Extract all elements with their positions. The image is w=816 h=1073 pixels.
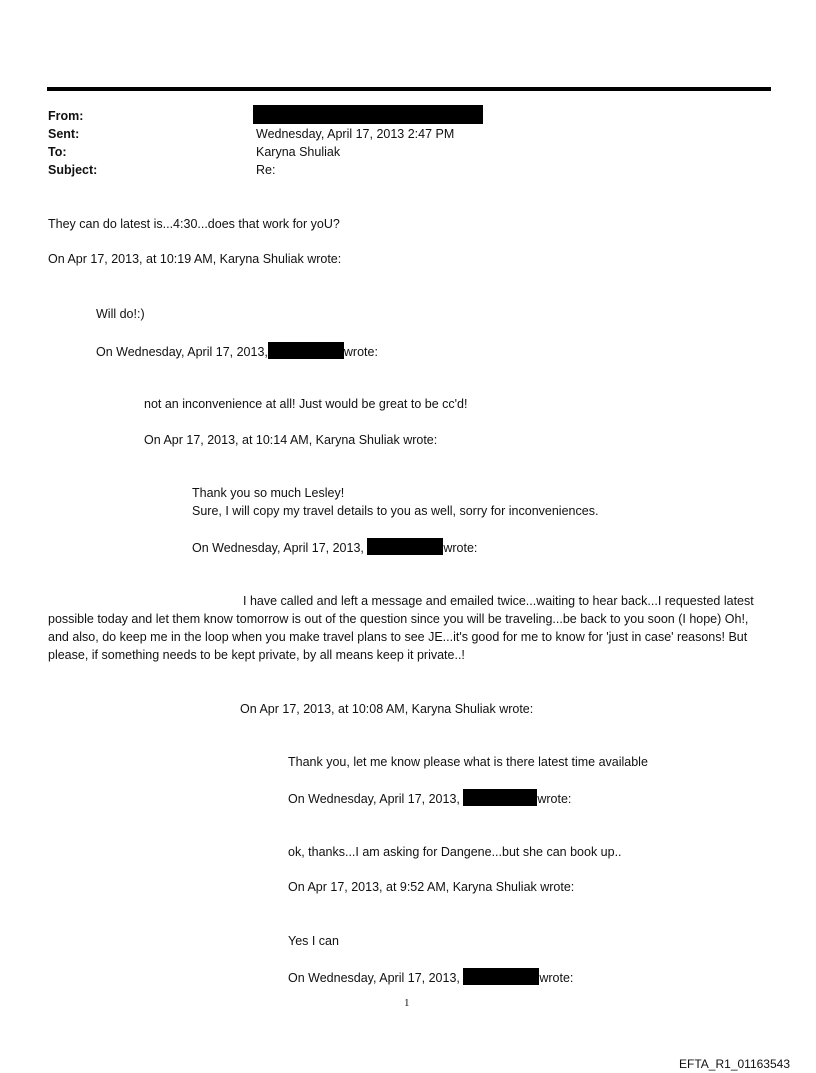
sender-redaction: [463, 789, 537, 806]
to-value: Karyna Shuliak: [256, 145, 341, 159]
quote-line-4-suffix: wrote:: [443, 541, 478, 555]
subject-value: Re:: [256, 163, 276, 177]
quote-line-2-suffix: wrote:: [343, 345, 378, 359]
quote-line-2-prefix: On Wednesday, April 17, 2013,: [96, 345, 268, 359]
quote-line-5: On Apr 17, 2013, at 10:08 AM, Karyna Shuliak wrote:: [240, 702, 534, 716]
sent-value: Wednesday, April 17, 2013 2:47 PM: [256, 127, 455, 141]
quote-line-2: [96, 342, 378, 361]
message-2: Will do!:): [96, 307, 145, 321]
message-8: Yes I can: [288, 934, 339, 948]
quote-line-6-suffix: wrote:: [537, 792, 572, 806]
message-4-line-2: Sure, I will copy my travel details to you as well, sorry for inconveniences.: [192, 504, 599, 518]
document-id: EFTA_R1_01163543: [679, 1057, 790, 1071]
message-6: Thank you, let me know please what is there latest time available: [288, 755, 648, 769]
quote-line-8-prefix: On Wednesday, April 17, 2013,: [288, 971, 460, 985]
quote-line-7: On Apr 17, 2013, at 9:52 AM, Karyna Shuliak wrote:: [288, 880, 575, 894]
sender-redaction: [463, 968, 539, 985]
quote-line-4-prefix: On Wednesday, April 17, 2013,: [192, 541, 364, 555]
quote-line-8: [288, 968, 573, 987]
message-5: I have called and left a message and emailed twice...waiting to hear back...I requested latest possible today and let them know tomorrow is out of the question since you will be traveling...be back to you soon (I hope) Oh!, and also, do keep me in the loop when you make travel plans to see JE...it's good for me to know for 'just in case' reasons! But please, if something needs to be kept private, by all means keep it private..!: [48, 594, 754, 662]
page-number: 1: [404, 997, 410, 1009]
to-label: To:: [48, 145, 67, 159]
sent-label: Sent:: [48, 127, 80, 141]
header-rule: [47, 87, 771, 91]
quote-line-6-prefix: On Wednesday, April 17, 2013,: [288, 792, 460, 806]
message-3: not an inconvenience at all! Just would be great to be cc'd!: [144, 397, 468, 411]
message-7: ok, thanks...I am asking for Dangene...but she can book up..: [288, 845, 622, 859]
quote-line-4: [192, 538, 477, 557]
subject-label: Subject:: [48, 163, 98, 177]
sender-redaction: [268, 342, 344, 359]
quote-line-6: [288, 789, 571, 808]
from-label: From:: [48, 109, 84, 123]
quote-line-8-suffix: wrote:: [539, 971, 574, 985]
from-redaction: [253, 105, 483, 124]
message-4-line-1: Thank you so much Lesley!: [192, 486, 345, 500]
message-1: They can do latest is...4:30...does that work for yoU?: [48, 217, 340, 231]
sender-redaction: [367, 538, 443, 555]
quote-line-1: On Apr 17, 2013, at 10:19 AM, Karyna Shuliak wrote:: [48, 252, 342, 266]
quote-line-3: On Apr 17, 2013, at 10:14 AM, Karyna Shuliak wrote:: [144, 433, 438, 447]
